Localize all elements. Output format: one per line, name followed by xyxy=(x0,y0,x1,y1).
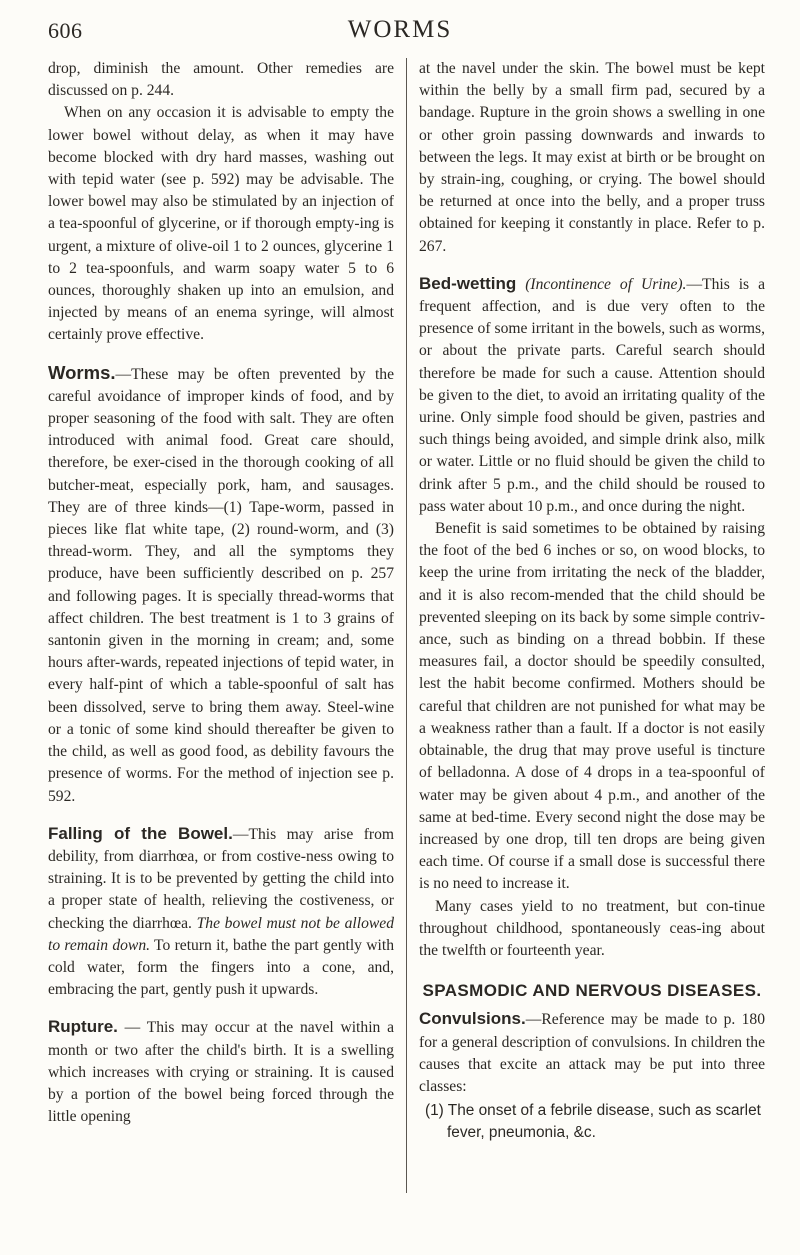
worms-heading: Worms. xyxy=(48,361,116,383)
list-item: (1) The onset of a febrile disease, such as scarlet fever, pneumonia, &c. xyxy=(425,1102,761,1142)
paragraph: drop, diminish the amount. Other remedies are discussed on p. 244. xyxy=(48,60,394,100)
falling-text-end: To return it, bathe the part gently with cold water, form the fingers into a cone, and, embracing the part, gently push it upwards. xyxy=(48,936,394,999)
bedwetting-heading: Bed-wetting xyxy=(419,273,517,293)
column-divider xyxy=(406,58,407,1193)
rupture-heading: Rupture. xyxy=(48,1017,118,1037)
falling-heading: Falling of the Bowel. xyxy=(48,823,233,843)
falling-emphasis: The bowel must not be allowed to remain down. xyxy=(48,914,394,954)
worms-section xyxy=(48,362,394,808)
paragraph: Benefit is said sometimes to be obtained by raising the foot of the bed 6 inches or so, on wood blocks, to keep the urine from irritating the neck of the bladder, and it is also recom-mended that the child should be prevented sleeping on its back by some simple contriv-ance, such as binding on a thread bobbin. If these measures fail, a doctor should be speedily consulted, lest the habit become confirmed. Mothers should be careful that children are not punished for what may be a weakness rather than a fault. If a doctor is not easily obtainable, the drug that may prove useful is tincture of belladonna. A dose of 4 drops in a tea-spoonful of water may be given about 4 p.m., and another of the same at bed-time. Every second night the dose may be increased by one drop, till ten drops are being given each time. Of course if a small dose is successful there is no need to increase it. xyxy=(419,520,765,893)
convulsions-heading: Convulsions. xyxy=(419,1009,526,1029)
falling-text: —This may arise from debility, from diarrhœa, or from costive-ness owing to straining. It is to be prevented by getting the child into a proper state of health, relieving the costiveness, or checking the diarrhœa. xyxy=(48,825,394,932)
falling-section xyxy=(48,823,394,1002)
bedwetting-section xyxy=(419,273,765,518)
left-column xyxy=(48,58,394,1228)
right-column xyxy=(419,58,765,1228)
rupture-section xyxy=(48,1016,394,1128)
paragraph: Many cases yield to no treatment, but con-tinue throughout childhood, spontaneously ceas-ing about the twelfth or fourteenth year. xyxy=(419,897,765,959)
bedwetting-text: —This is a frequent affection, and is due very often to the presence of some irritant in the bowels, such as worms, or about the private parts. Careful search should therefore be made for such a cause. Attention should be given to the diet, to avoid an irritating quality of the urine. Only simple food should be given, pastries and such things being avoided, and simple drink also, milk or water. Little or no fluid should be given the child to drink after 5 p.m., and the child should be roused to pass water about 10 p.m., and once during the night. xyxy=(419,275,765,515)
page-header xyxy=(0,0,800,58)
rupture-text: — This may occur at the navel within a month or two after the child's birth. It is a swelling which increases with crying or straining. It is caused by a portion of the bowel being forced through the little opening xyxy=(48,1019,394,1126)
worms-text: —These may be often prevented by the careful avoidance of improper kinds of food, and by proper seasoning of the food with salt. They are often introduced with animal food. Great care should, therefore, be exer-cised in the thorough cooking of all butcher-meat, especially pork, ham, and sausages. They are of three kinds—(1) Tape-worm, passed in pieces like flat white tape, (2) round-worm, and (3) thread-worm. They, and all the symptoms they produce, have been sufficiently described on p. 257 and following pages. It is specially thread-worms that affect children. The best treatment is 1 to 3 grains of santonin given in the morning in cream; and, some hours after-wards, repeated injections of tepid water, in every half-pint of which a table-spoonful of salt has been dissolved, serve to bring them away. Steel-wine or a tonic of some kind should thereafter be given to the child, as well as good food, as debility favours the presence of worms. For the method of injection see p. 592. xyxy=(48,365,394,805)
paragraph: When on any occasion it is advisable to empty the lower bowel without delay, as when it may have become blocked with dry hard masses, washing out with tepid water (see p. 592) may be advisable. The lower bowel may also be stimulated by an injection of a tea-spoonful of glycerine, or if thorough empty-ing is urgent, a mixture of olive-oil 1 to 2 ounces, glycerine 1 to 2 tea-spoonfuls, and warm soapy water 5 to 6 ounces, thoroughly shaken up into an emulsion, and injected by means of an enema syringe, will almost certainly prove effective. xyxy=(48,104,394,344)
section-heading: SPASMODIC AND NERVOUS DISEASES. xyxy=(422,981,762,1001)
convulsions-section xyxy=(419,1008,765,1098)
convulsions-text: —Reference may be made to p. 180 for a general description of convulsions. In children the causes that excite an attack may be put into three classes: xyxy=(419,1011,765,1095)
paragraph: at the navel under the skin. The bowel must be kept within the belly by a small firm pad, secured by a bandage. Rupture in the groin shows a swelling in one or other groin passing downwards and inwards to between the legs. It may exist at birth or be brought on by strain-ing, coughing, or crying. The bowel should be returned at once into the belly, and a proper truss obtained for keeping it constantly in place. Refer to p. 267. xyxy=(419,60,765,255)
page-number: 606 xyxy=(48,18,83,43)
running-title: WORMS xyxy=(347,16,453,43)
bedwetting-subheading: (Incontinence of Urine). xyxy=(525,275,687,293)
